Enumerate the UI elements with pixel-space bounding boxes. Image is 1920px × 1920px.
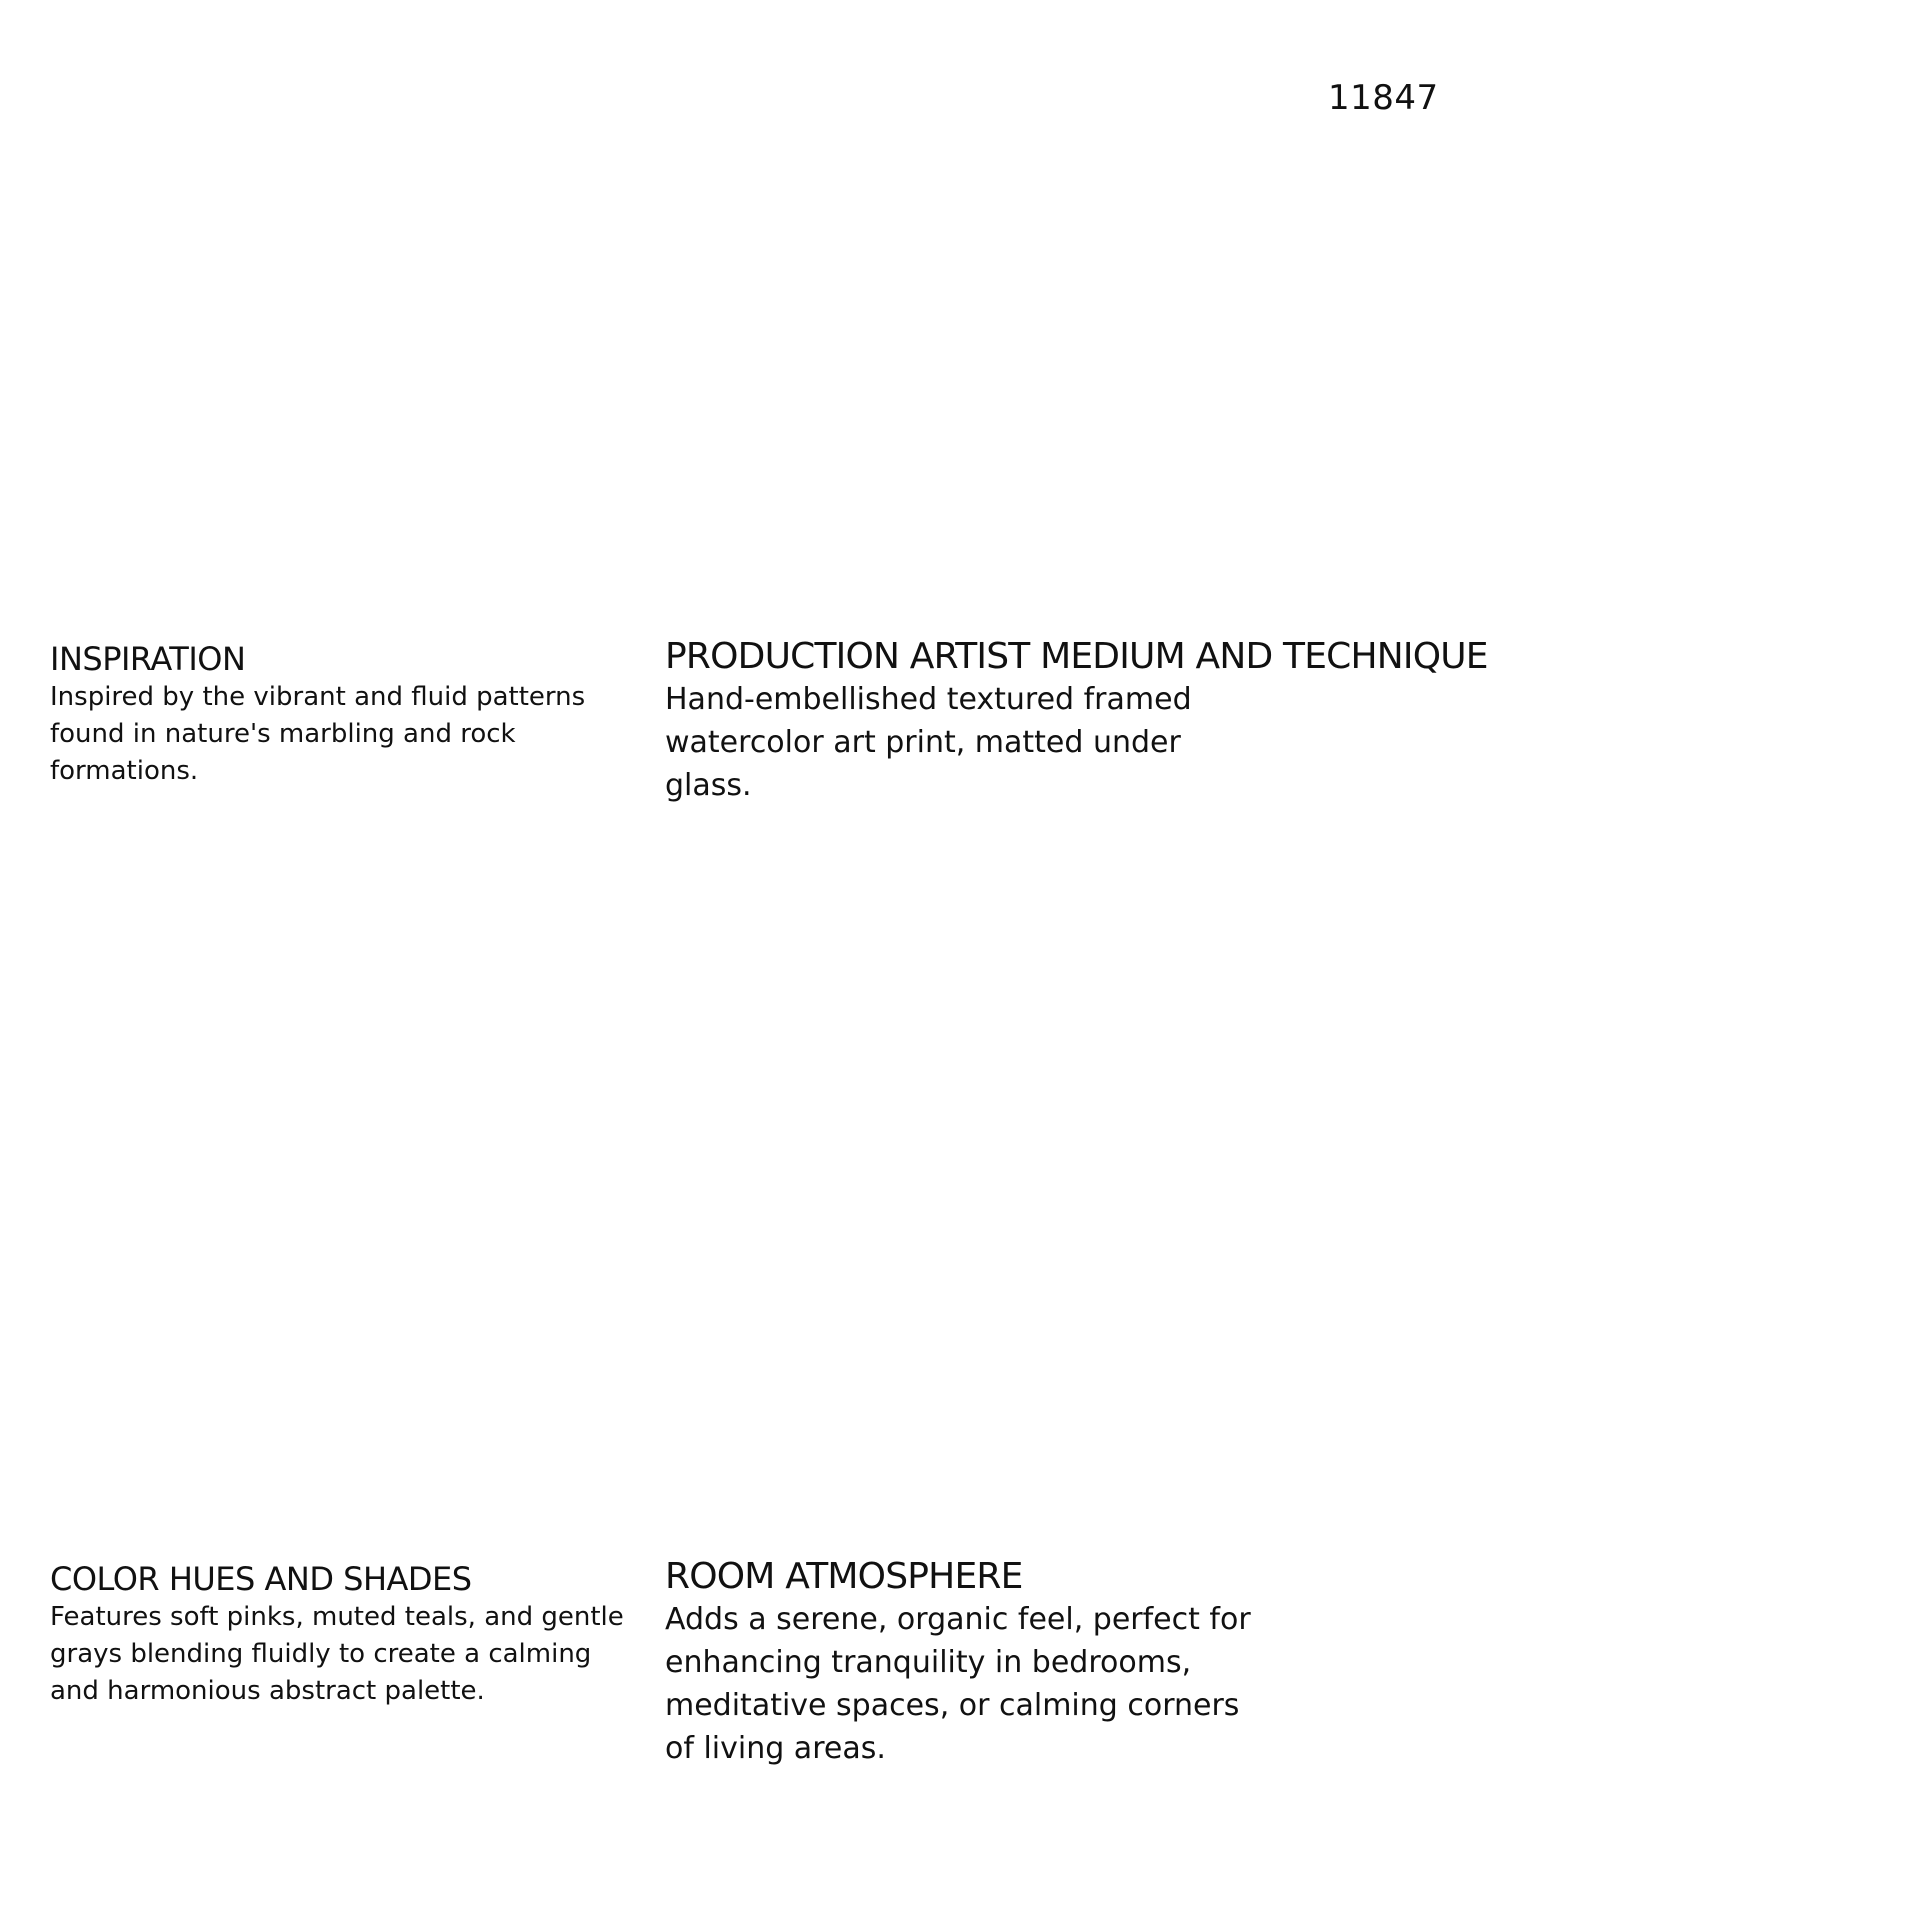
product-number: 11847 bbox=[1328, 78, 1439, 118]
medium-technique-section bbox=[665, 636, 1515, 807]
room-atmosphere-text: Adds a serene, organic feel, perfect for enhancing tranquility in bedrooms, meditative spaces, or calming corners of living areas. bbox=[665, 1602, 1251, 1766]
inspiration-heading: INSPIRATION bbox=[50, 640, 246, 678]
medium-technique-text: Hand-embellished textured framed watercolor art print, matted under glass. bbox=[665, 682, 1192, 803]
medium-technique-heading: PRODUCTION ARTIST MEDIUM AND TECHNIQUE bbox=[665, 636, 1488, 677]
inspiration-text: Inspired by the vibrant and fluid patterns found in nature's marbling and rock formations. bbox=[50, 682, 586, 786]
color-hues-section bbox=[50, 1559, 650, 1710]
color-hues-text: Features soft pinks, muted teals, and gentle grays blending fluidly to create a calming and harmonious abstract palette. bbox=[50, 1602, 624, 1706]
inspiration-section bbox=[50, 639, 650, 790]
room-atmosphere-section bbox=[665, 1556, 1515, 1770]
room-atmosphere-heading: ROOM ATMOSPHERE bbox=[665, 1556, 1023, 1597]
color-hues-heading: COLOR HUES AND SHADES bbox=[50, 1560, 472, 1598]
